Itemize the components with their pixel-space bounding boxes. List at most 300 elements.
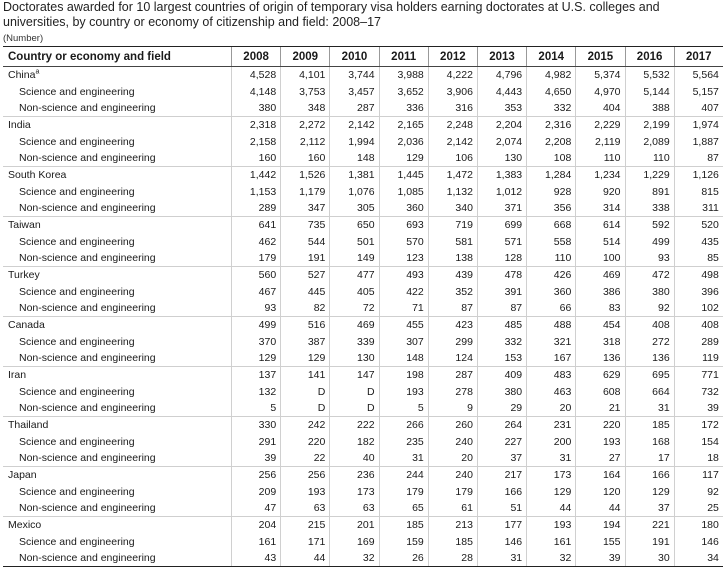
table-cell: 664 [625,384,674,400]
table-cell: 348 [280,100,329,116]
table-cell: 1,442 [231,167,280,183]
field-label [3,402,231,414]
row-label-text: Non-science and engineering [19,452,156,465]
table-cell: 169 [329,534,378,550]
table-cell: D [280,400,329,416]
table-cell: 148 [379,350,428,366]
table-cell: 1,076 [329,183,378,199]
table-cell: 25 [674,500,723,516]
table-cell: 61 [428,500,477,516]
table-cell: 380 [477,384,526,400]
field-row [3,500,723,516]
table-cell: 3,457 [329,83,378,99]
field-row [3,450,723,466]
table-cell: 2,119 [575,133,624,149]
table-cell: 240 [428,434,477,450]
table-cell: 22 [280,450,329,466]
table-cell: 422 [379,283,428,299]
table-cell: 318 [575,334,624,350]
table-cell: 242 [280,417,329,433]
table-cell: 608 [575,384,624,400]
table-cell: 194 [575,517,624,533]
table-cell: 514 [575,233,624,249]
table-cell: 360 [379,200,428,216]
field-row [3,484,723,500]
table-cell: 102 [674,300,723,316]
field-row [3,283,723,299]
table-cell: 719 [428,217,477,233]
table-cell: 65 [379,500,428,516]
table-cell: 4,528 [231,67,280,83]
table-cell: 1,887 [674,133,723,149]
table-cell: 299 [428,334,477,350]
table-cell: 2,165 [379,117,428,133]
table-cell: 485 [477,317,526,333]
table-cell: 44 [280,550,329,566]
table-cell: 173 [526,467,575,483]
row-label-text: Non-science and engineering [19,552,156,565]
country-label [3,119,231,131]
field-label [3,536,231,548]
table-cell: 439 [428,267,477,283]
table-cell: 37 [625,500,674,516]
table-cell: 340 [428,200,477,216]
table-cell: 179 [379,484,428,500]
table-cell: 1,229 [625,167,674,183]
header-year: 2014 [526,47,575,66]
table-cell: 493 [379,267,428,283]
table-cell: 166 [625,467,674,483]
table-cell: 161 [231,534,280,550]
table-cell: 146 [674,534,723,550]
table-cell: 21 [575,400,624,416]
table-cell: 39 [575,550,624,566]
table-cell: 5,144 [625,83,674,99]
footnote-marker: a [35,68,40,76]
table-cell: 32 [526,550,575,566]
table-cell: 2,272 [280,117,329,133]
table-cell: 352 [428,283,477,299]
row-label-text: Non-science and engineering [19,502,156,515]
table-cell: 4,970 [575,83,624,99]
country-row [3,116,723,133]
table-cell: 771 [674,367,723,383]
table-cell: 256 [280,467,329,483]
table-cell: 193 [575,434,624,450]
table-cell: 1,012 [477,183,526,199]
table-cell: 235 [379,434,428,450]
row-label-text: Science and engineering [19,485,135,498]
table-cell: 92 [674,484,723,500]
table-cell: 501 [329,233,378,249]
table-cell: 5,157 [674,83,723,99]
table-cell: 28 [428,550,477,566]
table-cell: 469 [329,317,378,333]
table-cell: 314 [575,200,624,216]
table-cell: 26 [379,550,428,566]
table-cell: 527 [280,267,329,283]
table-cell: 220 [280,434,329,450]
field-label [3,436,231,448]
table-cell: 160 [280,150,329,166]
table-cell: 272 [625,334,674,350]
field-label [3,136,231,148]
table-cell: 356 [526,200,575,216]
table-cell: 171 [280,534,329,550]
table-cell: 321 [526,334,575,350]
table-cell: 106 [428,150,477,166]
table-cell: 353 [477,100,526,116]
field-label [3,286,231,298]
header-label: Country or economy and field [8,50,171,63]
table-cell: 44 [526,500,575,516]
country-row [3,516,723,533]
table-cell: 735 [280,217,329,233]
table-cell: 66 [526,300,575,316]
table-cell: 148 [329,150,378,166]
table-cell: 2,158 [231,133,280,149]
field-row [3,83,723,99]
table-cell: 149 [329,250,378,266]
table-cell: 1,179 [280,183,329,199]
field-row [3,233,723,249]
table-cell: 332 [477,334,526,350]
country-row [3,67,723,83]
table-cell: 201 [329,517,378,533]
table-cell: 467 [231,283,280,299]
table-cell: 278 [428,384,477,400]
table-cell: 182 [329,434,378,450]
field-label [3,336,231,348]
table-cell: 204 [231,517,280,533]
table-cell: 110 [526,250,575,266]
table-cell: 240 [428,467,477,483]
table-cell: 185 [428,534,477,550]
country-row [3,216,723,233]
row-label-text: Science and engineering [19,385,135,398]
table-cell: 891 [625,183,674,199]
table-cell: 488 [526,317,575,333]
table-cell: 129 [231,350,280,366]
table-cell: 920 [575,183,624,199]
row-label-text: Thailand [8,419,49,432]
row-label-text: Non-science and engineering [19,101,156,114]
field-row [3,100,723,116]
country-label [3,519,231,531]
table-cell: 164 [575,467,624,483]
row-label-text: Science and engineering [19,135,135,148]
table-cell: 44 [575,500,624,516]
table-cell: 1,526 [280,167,329,183]
table-cell: 30 [625,550,674,566]
table-cell: 668 [526,217,575,233]
row-label-text: Non-science and engineering [19,352,156,365]
field-label [3,486,231,498]
field-label [3,86,231,98]
table-cell: 5,374 [575,67,624,83]
table-cell: 1,153 [231,183,280,199]
table-cell: 193 [379,384,428,400]
row-label-text: Science and engineering [19,185,135,198]
table-cell: 93 [231,300,280,316]
table-cell: 40 [329,450,378,466]
table-cell: 2,074 [477,133,526,149]
field-label [3,102,231,114]
table-cell: 179 [428,484,477,500]
field-label [3,502,231,514]
table-cell: 330 [231,417,280,433]
table-cell: 93 [625,250,674,266]
field-label [3,452,231,464]
header-year: 2015 [575,47,624,66]
table-cell: 469 [575,267,624,283]
table-cell: 31 [379,450,428,466]
table-cell: 287 [329,100,378,116]
table-cell: 5 [231,400,280,416]
row-label-text: Non-science and engineering [19,402,156,415]
table-cell: 426 [526,267,575,283]
country-row [3,316,723,333]
country-label [3,269,231,281]
table-cell: 82 [280,300,329,316]
table-cell: 629 [575,367,624,383]
table-cell: 483 [526,367,575,383]
table-cell: 498 [674,267,723,283]
table-cell: 123 [379,250,428,266]
country-label [3,419,231,431]
table-cell: 336 [379,100,428,116]
table-cell: 172 [674,417,723,433]
table-cell: 63 [329,500,378,516]
country-label [3,469,231,481]
table-cell: 695 [625,367,674,383]
field-label [3,252,231,264]
table-cell: 231 [526,417,575,433]
table-cell: 592 [625,217,674,233]
table-cell: 1,284 [526,167,575,183]
table-cell: 27 [575,450,624,466]
table-cell: 180 [674,517,723,533]
table-cell: 423 [428,317,477,333]
table-cell: 4,222 [428,67,477,83]
table-cell: 31 [477,550,526,566]
field-label [3,352,231,364]
table-cell: 1,383 [477,167,526,183]
table-cell: 445 [280,283,329,299]
table-cell: 1,974 [674,117,723,133]
field-row [3,334,723,350]
table-cell: 388 [625,100,674,116]
table-cell: 160 [231,150,280,166]
table-cell: 129 [280,350,329,366]
table-cell: 1,381 [329,167,378,183]
table-cell: 5 [379,400,428,416]
table-cell: 120 [575,484,624,500]
table-cell: 289 [674,334,723,350]
table-cell: 4,796 [477,67,526,83]
table-cell: 1,472 [428,167,477,183]
table-cell: 227 [477,434,526,450]
row-label-text: China [8,69,36,82]
table-cell: 516 [280,317,329,333]
table-cell: 5,532 [625,67,674,83]
table-cell: 17 [625,450,674,466]
row-label-text: Non-science and engineering [19,251,156,264]
table-cell: D [280,384,329,400]
table-cell: 146 [477,534,526,550]
table-cell: 462 [231,233,280,249]
row-label-text: Non-science and engineering [19,151,156,164]
row-label-text: Non-science and engineering [19,201,156,214]
table-cell: 1,234 [575,167,624,183]
table-cell: 213 [428,517,477,533]
table-cell: 177 [477,517,526,533]
table-cell: 222 [329,417,378,433]
table-cell: 3,652 [379,83,428,99]
table-cell: 85 [674,250,723,266]
table-cell: 371 [477,200,526,216]
table-cell: 136 [625,350,674,366]
table-cell: 387 [280,334,329,350]
table-cell: 31 [625,400,674,416]
table-cell: 463 [526,384,575,400]
row-label-text: Science and engineering [19,285,135,298]
table-cell: 18 [674,450,723,466]
field-row [3,300,723,316]
row-label-text: Turkey [8,269,40,282]
table-cell: 39 [231,450,280,466]
table-cell: 305 [329,200,378,216]
field-row [3,183,723,199]
field-label [3,386,231,398]
table-cell: 544 [280,233,329,249]
table-cell: 191 [280,250,329,266]
field-row [3,400,723,416]
field-row [3,434,723,450]
table-cell: 43 [231,550,280,566]
country-row [3,366,723,383]
table-cell: 244 [379,467,428,483]
table-cell: 2,316 [526,117,575,133]
table-cell: 407 [674,100,723,116]
table-cell: 614 [575,217,624,233]
table-cell: 129 [379,150,428,166]
table-cell: 147 [329,367,378,383]
table-cell: 198 [379,367,428,383]
table-cell: 179 [231,250,280,266]
table-cell: 92 [625,300,674,316]
field-label [3,236,231,248]
table-cell: 185 [625,417,674,433]
table-cell: 477 [329,267,378,283]
table-cell: 391 [477,283,526,299]
row-label-text: Science and engineering [19,85,135,98]
table-cell: 581 [428,233,477,249]
header-year: 2011 [379,47,428,66]
table-cell: 100 [575,250,624,266]
table-cell: 136 [575,350,624,366]
table-cell: 650 [329,217,378,233]
table-cell: 71 [379,300,428,316]
table-cell: D [329,384,378,400]
table-cell: 380 [231,100,280,116]
table-cell: 215 [280,517,329,533]
table-cell: 108 [526,150,575,166]
field-label [3,202,231,214]
table-cell: 2,248 [428,117,477,133]
table-cell: 161 [526,534,575,550]
table-cell: 291 [231,434,280,450]
row-label-text: Science and engineering [19,435,135,448]
row-label-text: Japan [8,469,37,482]
country-row [3,416,723,433]
table-cell: 370 [231,334,280,350]
field-row [3,534,723,550]
table-cell: 1,445 [379,167,428,183]
header-year: 2008 [231,47,280,66]
table-cell: 1,126 [674,167,723,183]
country-row [3,166,723,183]
table-cell: 4,650 [526,83,575,99]
table-cell: 20 [428,450,477,466]
table-cell: 558 [526,233,575,249]
unit-label: (Number) [3,33,44,44]
table-cell: 221 [625,517,674,533]
table-cell: 260 [428,417,477,433]
table-cell: 141 [280,367,329,383]
table-cell: 264 [477,417,526,433]
row-label-text: Science and engineering [19,235,135,248]
country-label [3,369,231,381]
table-cell: 4,443 [477,83,526,99]
header-year: 2013 [477,47,526,66]
table-cell: 928 [526,183,575,199]
table-cell: 2,036 [379,133,428,149]
table-cell: 347 [280,200,329,216]
table-cell: 129 [625,484,674,500]
table-cell: 2,204 [477,117,526,133]
table-cell: 307 [379,334,428,350]
table-cell: 338 [625,200,674,216]
header-year: 2012 [428,47,477,66]
row-label-text: Science and engineering [19,535,135,548]
field-row [3,384,723,400]
table-cell: 72 [329,300,378,316]
table-cell: 32 [329,550,378,566]
table-cell: 2,089 [625,133,674,149]
table-cell: 159 [379,534,428,550]
table-cell: 31 [526,450,575,466]
table-cell: 2,318 [231,117,280,133]
table-cell: 47 [231,500,280,516]
row-label-text: Non-science and engineering [19,301,156,314]
field-label [3,186,231,198]
table-cell: 570 [379,233,428,249]
table-cell: 9 [428,400,477,416]
row-label-text: Canada [8,319,45,332]
table-cell: 405 [329,283,378,299]
table-cell: 2,142 [329,117,378,133]
table-cell: 693 [379,217,428,233]
table-cell: 39 [674,400,723,416]
country-label [3,69,231,81]
table-cell: 732 [674,384,723,400]
field-label [3,152,231,164]
table-cell: 87 [674,150,723,166]
table-cell: 3,753 [280,83,329,99]
table-cell: 166 [477,484,526,500]
table-cell: 4,101 [280,67,329,83]
